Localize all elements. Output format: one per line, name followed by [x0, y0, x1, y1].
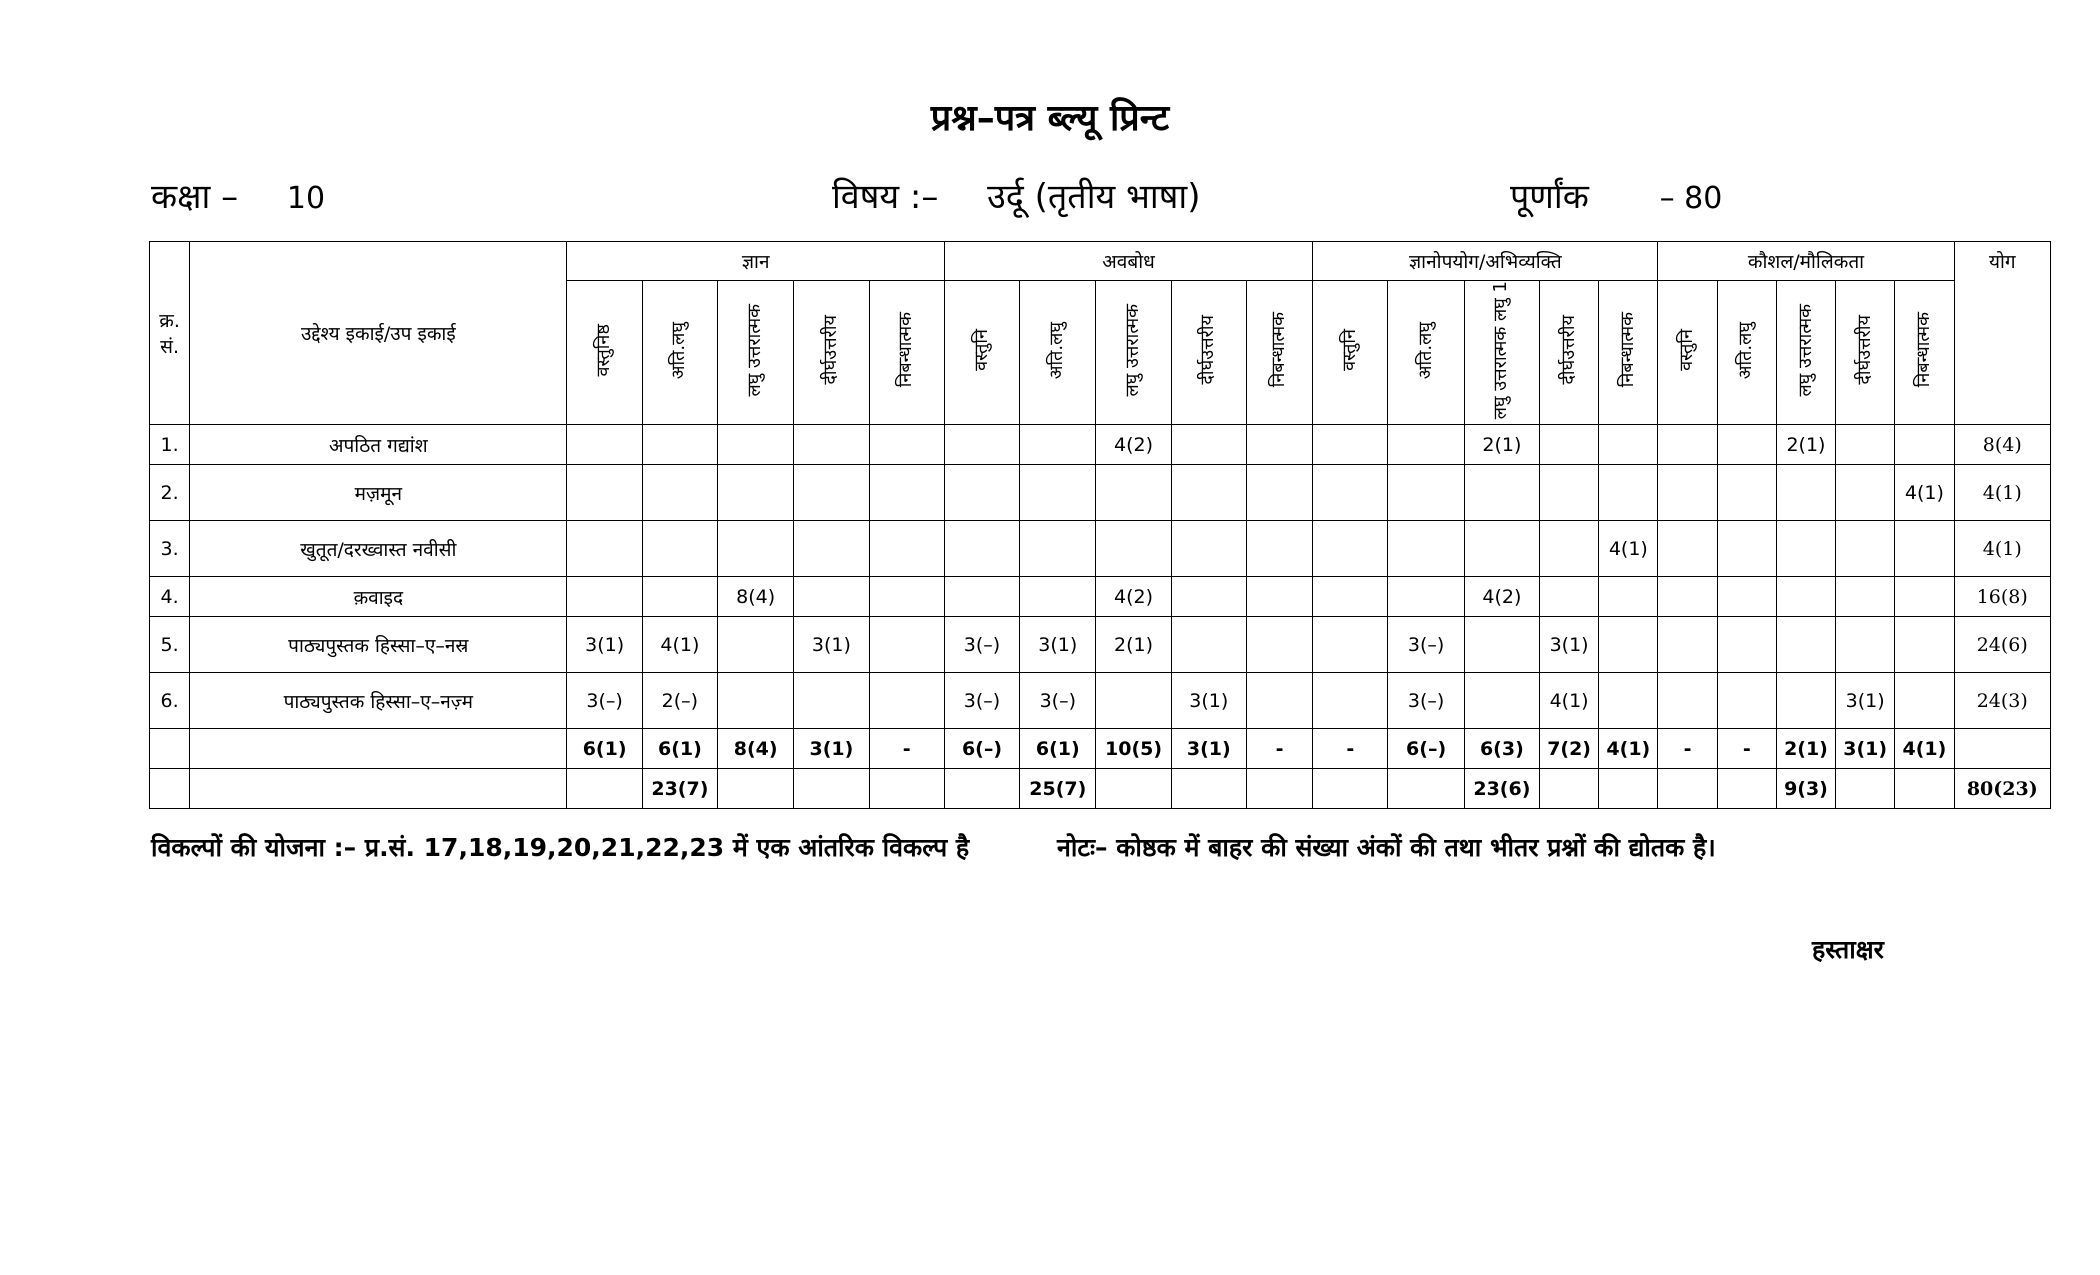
empty-cell: [944, 769, 1019, 809]
sum-cell: 2(1): [1776, 729, 1835, 769]
marks-cell: [944, 521, 1019, 577]
marks-cell: [1464, 673, 1539, 729]
sum-cell: 6(1): [642, 729, 717, 769]
empty-cell: [1171, 769, 1246, 809]
table-row: [150, 617, 2051, 673]
subheader-label: वस्तुनि: [1676, 329, 1698, 372]
marks-cell: [1658, 425, 1717, 465]
sum-cell: 6(–): [944, 729, 1019, 769]
marks-cell: [1096, 465, 1171, 521]
sum-cell: 6(–): [1388, 729, 1464, 769]
empty-cell: [794, 769, 869, 809]
max-marks-label: पूर्णांक: [1510, 177, 1589, 217]
marks-cell: [1246, 465, 1312, 521]
empty-cell: [150, 729, 190, 769]
table-row: [150, 673, 2051, 729]
sum-cell: -: [1717, 729, 1776, 769]
marks-cell: [1717, 673, 1776, 729]
subheader-cell: [1895, 281, 1954, 425]
empty-cell: [1895, 769, 1954, 809]
marks-cell: [567, 465, 642, 521]
sum-cell: 6(3): [1464, 729, 1539, 769]
marks-cell: [567, 425, 642, 465]
marks-cell: [1313, 577, 1388, 617]
subheader-label: लघु उत्तरात्मक: [1794, 303, 1816, 397]
marks-cell: 3(1): [1836, 673, 1895, 729]
subheader-label: निबन्धात्मक: [1912, 312, 1934, 388]
marks-cell: [1717, 425, 1776, 465]
subheader-label: अति.लघु: [1046, 321, 1068, 379]
class-value: 10: [286, 181, 326, 216]
empty-cell: [1717, 769, 1776, 809]
marks-cell: [1717, 617, 1776, 673]
marks-cell: 3(1): [1171, 673, 1246, 729]
empty-cell: [567, 769, 642, 809]
marks-cell: [1776, 577, 1835, 617]
group-total-cell: 9(3): [1776, 769, 1835, 809]
row-sno: 2.: [150, 465, 190, 521]
marks-cell: 3(1): [567, 617, 642, 673]
subheader-cell: [869, 281, 944, 425]
empty-cell: [869, 769, 944, 809]
subject-value: उर्दू (तृतीय भाषा): [987, 177, 1201, 217]
subheader-label: वस्तुनि: [1338, 329, 1360, 372]
marks-cell: 2(1): [1464, 425, 1539, 465]
subheader-label: निबन्धात्मक: [895, 312, 917, 388]
marks-cell: [1895, 425, 1954, 465]
marks-cell: [1313, 521, 1388, 577]
sum-cell: -: [1658, 729, 1717, 769]
subheader-cell: [794, 281, 869, 425]
sum-cell: -: [869, 729, 944, 769]
subheader-cell: [1599, 281, 1658, 425]
marks-cell: [642, 465, 717, 521]
subheader-cell: [1313, 281, 1388, 425]
table-row: [150, 521, 2051, 577]
marks-cell: [1246, 577, 1312, 617]
empty-cell: [190, 729, 567, 769]
marks-cell: [1388, 425, 1464, 465]
blueprint-table: [149, 241, 2051, 809]
empty-cell: [1388, 769, 1464, 809]
marks-cell: [1313, 617, 1388, 673]
marks-cell: [1464, 521, 1539, 577]
table-row: [150, 577, 2051, 617]
total-header: योग: [1954, 242, 2050, 425]
marks-cell: [1776, 673, 1835, 729]
marks-cell: [1388, 465, 1464, 521]
subheader-label: लघु उत्तरात्मक: [1122, 303, 1144, 397]
class-info: [151, 172, 325, 218]
row-total: 24(3): [1954, 673, 2050, 729]
subheader-cell: [642, 281, 717, 425]
table-row: [150, 465, 2051, 521]
marks-cell: [869, 673, 944, 729]
marks-cell: [642, 521, 717, 577]
marks-cell: [1020, 425, 1096, 465]
sum-cell: 3(1): [794, 729, 869, 769]
table-row: [150, 425, 2051, 465]
marks-cell: [1717, 577, 1776, 617]
subheader-label: लघु उत्तरात्मक: [744, 303, 766, 397]
marks-cell: [642, 577, 717, 617]
empty-cell: [1599, 769, 1658, 809]
subheader-label: दीर्घउत्तरीय: [1853, 315, 1875, 385]
sum-cell: 7(2): [1540, 729, 1599, 769]
row-total: 16(8): [1954, 577, 2050, 617]
marks-cell: [869, 617, 944, 673]
marks-cell: [794, 577, 869, 617]
marks-cell: [1895, 521, 1954, 577]
subheader-label: दीर्घउत्तरीय: [1197, 315, 1219, 385]
marks-cell: [1658, 521, 1717, 577]
max-marks-info: [1510, 172, 1722, 218]
group-header-knowledge: ज्ञान: [567, 242, 944, 281]
row-total: 24(6): [1954, 617, 2050, 673]
marks-cell: 2(1): [1096, 617, 1171, 673]
marks-cell: [794, 673, 869, 729]
sum-cell: -: [1246, 729, 1312, 769]
sum-cell: 8(4): [718, 729, 794, 769]
marks-cell: [718, 521, 794, 577]
empty-cell: [1096, 769, 1171, 809]
subject-info: [832, 172, 1200, 218]
row-total: 8(4): [1954, 425, 2050, 465]
marks-cell: [869, 425, 944, 465]
subheader-label: निबन्धात्मक: [1616, 312, 1638, 388]
sum-cell: 6(1): [1020, 729, 1096, 769]
subheader-cell: [1388, 281, 1464, 425]
marks-cell: [1171, 425, 1246, 465]
marks-cell: 4(1): [642, 617, 717, 673]
row-unit: पाठ्यपुस्तक हिस्सा–ए–नस्र: [190, 617, 567, 673]
subject-label: विषय :–: [832, 177, 939, 217]
sno-header: क्र. सं.: [150, 242, 190, 425]
marks-cell: [794, 521, 869, 577]
marks-cell: [944, 425, 1019, 465]
marks-cell: [1388, 521, 1464, 577]
marks-cell: 3(1): [1540, 617, 1599, 673]
marks-cell: [1388, 577, 1464, 617]
row-sno: 4.: [150, 577, 190, 617]
sum-cell: 4(1): [1599, 729, 1658, 769]
marks-cell: [1540, 577, 1599, 617]
marks-cell: [869, 577, 944, 617]
marks-cell: [1599, 465, 1658, 521]
subheader-cell: [567, 281, 642, 425]
marks-cell: [944, 577, 1019, 617]
marks-cell: 3(–): [1388, 673, 1464, 729]
marks-cell: [1717, 521, 1776, 577]
marks-cell: [1246, 673, 1312, 729]
marks-cell: [1599, 673, 1658, 729]
sum-row: [150, 729, 2051, 769]
marks-cell: [869, 465, 944, 521]
marks-cell: 4(2): [1096, 425, 1171, 465]
group-total-cell: 23(6): [1464, 769, 1539, 809]
group-total-cell: 25(7): [1020, 769, 1096, 809]
marks-cell: [1599, 425, 1658, 465]
row-total: 4(1): [1954, 465, 2050, 521]
empty-cell: [1954, 729, 2050, 769]
marks-cell: [1895, 673, 1954, 729]
empty-cell: [150, 769, 190, 809]
subheader-label: अति.लघु: [1735, 321, 1757, 379]
marks-cell: [1836, 425, 1895, 465]
marks-cell: [1313, 425, 1388, 465]
sum-cell: -: [1313, 729, 1388, 769]
marks-cell: [1246, 425, 1312, 465]
sum-cell: 3(1): [1836, 729, 1895, 769]
sum-cell: 10(5): [1096, 729, 1171, 769]
signature-label: हस्ताक्षर: [1812, 935, 1884, 964]
row-unit: खुतूत/दरख्वास्त नवीसी: [190, 521, 567, 577]
group-total-row: [150, 769, 2051, 809]
row-unit: क़वाइद: [190, 577, 567, 617]
group-total-cell: 23(7): [642, 769, 717, 809]
marks-cell: [1246, 521, 1312, 577]
marks-cell: [1313, 465, 1388, 521]
marks-cell: [1717, 465, 1776, 521]
marks-cell: 2(1): [1776, 425, 1835, 465]
marks-cell: 4(2): [1096, 577, 1171, 617]
row-unit: मज़मून: [190, 465, 567, 521]
subheader-label: निबन्धात्मक: [1268, 312, 1290, 388]
marks-cell: 2(–): [642, 673, 717, 729]
marks-cell: [1020, 521, 1096, 577]
marks-cell: [1599, 577, 1658, 617]
marks-cell: [1895, 617, 1954, 673]
marks-cell: [1836, 577, 1895, 617]
marks-cell: [1658, 577, 1717, 617]
subheader-cell: [1717, 281, 1776, 425]
marks-cell: 3(–): [944, 617, 1019, 673]
subheader-cell: [1096, 281, 1171, 425]
subheader-cell: [1246, 281, 1312, 425]
marks-cell: [718, 425, 794, 465]
subheader-cell: [1836, 281, 1895, 425]
marks-cell: 4(1): [1599, 521, 1658, 577]
marks-cell: [1020, 577, 1096, 617]
marks-cell: [1895, 577, 1954, 617]
bracket-note: नोटः– कोष्ठक में बाहर की संख्या अंकों की तथा भीतर प्रश्नों की द्योतक है।: [1057, 833, 1716, 862]
subheader-cell: [944, 281, 1019, 425]
marks-cell: [718, 465, 794, 521]
marks-cell: 3(–): [1388, 617, 1464, 673]
subheader-cell: [1171, 281, 1246, 425]
empty-cell: [1540, 769, 1599, 809]
marks-cell: [1658, 465, 1717, 521]
empty-cell: [190, 769, 567, 809]
empty-cell: [1313, 769, 1388, 809]
group-header-application: ज्ञानोपयोग/अभिव्यक्ति: [1313, 242, 1658, 281]
row-sno: 6.: [150, 673, 190, 729]
subheader-label: दीर्घउत्तरीय: [819, 315, 841, 385]
sum-cell: 4(1): [1895, 729, 1954, 769]
marks-cell: [1171, 577, 1246, 617]
marks-cell: [718, 673, 794, 729]
empty-cell: [1246, 769, 1312, 809]
empty-cell: [1836, 769, 1895, 809]
marks-cell: [1171, 617, 1246, 673]
row-sno: 3.: [150, 521, 190, 577]
sum-cell: 3(1): [1171, 729, 1246, 769]
marks-cell: 8(4): [718, 577, 794, 617]
sum-cell: 6(1): [567, 729, 642, 769]
group-header-understanding: अवबोध: [944, 242, 1312, 281]
subheader-cell: [718, 281, 794, 425]
marks-cell: [1836, 617, 1895, 673]
marks-cell: 4(1): [1895, 465, 1954, 521]
row-unit: पाठ्यपुस्तक हिस्सा–ए–नज़्म: [190, 673, 567, 729]
row-sno: 1.: [150, 425, 190, 465]
marks-cell: 3(–): [1020, 673, 1096, 729]
marks-cell: [1020, 465, 1096, 521]
grand-total: 80(23): [1954, 769, 2050, 809]
row-total: 4(1): [1954, 521, 2050, 577]
marks-cell: [1540, 521, 1599, 577]
marks-cell: [1836, 521, 1895, 577]
subheader-label: अति.लघु: [668, 321, 690, 379]
subheader-label: वस्तुनि: [970, 329, 992, 372]
marks-cell: [1464, 617, 1539, 673]
table-body: [150, 425, 2051, 809]
marks-cell: [1776, 521, 1835, 577]
subheader-cell: [1658, 281, 1717, 425]
subheader-label: दीर्घउत्तरीय: [1557, 315, 1579, 385]
marks-cell: [567, 577, 642, 617]
marks-cell: [1836, 465, 1895, 521]
marks-cell: [1540, 425, 1599, 465]
subheader-cell: [1540, 281, 1599, 425]
max-marks-value: – 80: [1659, 181, 1723, 216]
marks-cell: 3(–): [567, 673, 642, 729]
marks-cell: [1599, 617, 1658, 673]
marks-cell: [567, 521, 642, 577]
marks-cell: [1658, 673, 1717, 729]
marks-cell: [1171, 465, 1246, 521]
subheader-label: अति.लघु: [1414, 321, 1436, 379]
marks-cell: [794, 465, 869, 521]
row-sno: 5.: [150, 617, 190, 673]
row-unit: अपठित गद्यांश: [190, 425, 567, 465]
subheader-label: वस्तुनिष्ठ: [593, 323, 615, 377]
marks-cell: [944, 465, 1019, 521]
marks-cell: [794, 425, 869, 465]
marks-cell: [1658, 617, 1717, 673]
marks-cell: [1171, 521, 1246, 577]
subheader-cell: [1464, 281, 1539, 425]
unit-header: उद्देश्य इकाई/उप इकाई: [190, 242, 567, 425]
marks-cell: [1246, 617, 1312, 673]
empty-cell: [718, 769, 794, 809]
options-note: विकल्पों की योजना :– प्र.सं. 17,18,19,20,21,22,23 में एक आंतरिक विकल्प है: [151, 833, 970, 862]
class-label: कक्षा –: [151, 177, 239, 217]
marks-cell: [1096, 673, 1171, 729]
marks-cell: 3(1): [1020, 617, 1096, 673]
empty-cell: [1658, 769, 1717, 809]
group-header-skill: कौशल/मौलिकता: [1658, 242, 1954, 281]
marks-cell: 4(1): [1540, 673, 1599, 729]
subheader-cell: [1776, 281, 1835, 425]
page-title: प्रश्न–पत्र ब्ल्यू प्रिन्ट: [930, 98, 1170, 139]
marks-cell: [1096, 521, 1171, 577]
marks-cell: 3(–): [944, 673, 1019, 729]
marks-cell: 3(1): [794, 617, 869, 673]
subheader-label: लघु उत्तरात्मक लघु 1: [1490, 281, 1512, 420]
marks-cell: [1776, 465, 1835, 521]
marks-cell: [1776, 617, 1835, 673]
marks-cell: [869, 521, 944, 577]
marks-cell: 4(2): [1464, 577, 1539, 617]
marks-cell: [1464, 465, 1539, 521]
marks-cell: [718, 617, 794, 673]
marks-cell: [1313, 673, 1388, 729]
subheader-cell: [1020, 281, 1096, 425]
marks-cell: [1540, 465, 1599, 521]
marks-cell: [642, 425, 717, 465]
